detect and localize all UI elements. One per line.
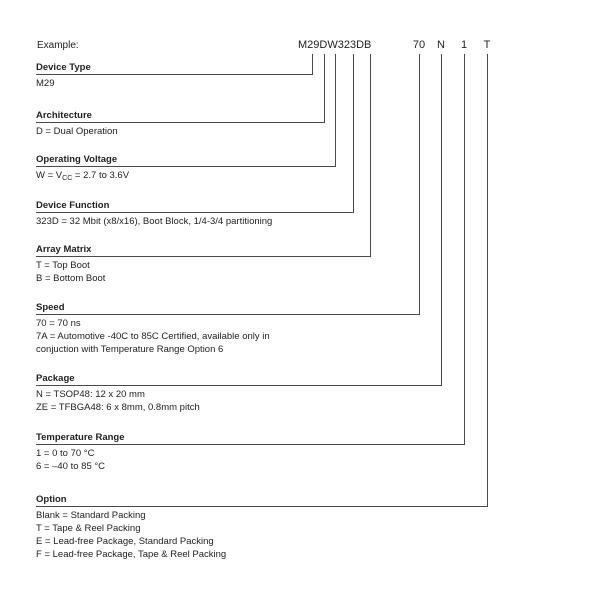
connector-line-array-matrix xyxy=(370,54,371,256)
section-rule-device-type xyxy=(36,74,313,75)
section-line xyxy=(36,169,129,185)
part-code-package: N xyxy=(437,39,445,51)
section-title-temperature-range: Temperature Range xyxy=(36,432,125,443)
section-line: F = Lead-free Package, Tape & Reel Packing xyxy=(36,549,227,560)
connector-line-device-type xyxy=(312,54,313,74)
section-line: conjuction with Temperature Range Option 6 xyxy=(36,344,224,355)
section-line: N = TSOP48: 12 x 20 mm xyxy=(36,389,145,400)
connector-line-temperature-range xyxy=(464,54,465,444)
section-title-device-function: Device Function xyxy=(36,200,110,211)
section-line: 70 = 70 ns xyxy=(36,318,81,329)
section-line: B = Bottom Boot xyxy=(36,273,106,284)
section-title-architecture: Architecture xyxy=(36,110,92,121)
section-title-operating-voltage: Operating Voltage xyxy=(36,154,118,165)
part-code-option: T xyxy=(483,39,491,51)
section-rule-option xyxy=(36,506,488,507)
voltage-suffix: = 2.7 to 3.6V xyxy=(72,170,130,181)
section-rule-array-matrix xyxy=(36,256,371,257)
section-title-device-type: Device Type xyxy=(36,62,91,73)
section-line: 1 = 0 to 70 °C xyxy=(36,448,95,459)
section-line: E = Lead-free Package, Standard Packing xyxy=(36,536,214,547)
section-title-speed: Speed xyxy=(36,302,65,313)
connector-line-speed xyxy=(419,54,420,314)
part-code-base: M29DW323DB xyxy=(298,39,372,51)
connector-line-package xyxy=(441,54,442,385)
section-line: T = Top Boot xyxy=(36,260,90,271)
section-line: 7A = Automotive -40C to 85C Certified, available only in xyxy=(36,331,270,342)
voltage-subscript: CC xyxy=(62,175,73,182)
section-line: Blank = Standard Packing xyxy=(36,510,146,521)
part-code-temperature: 1 xyxy=(460,39,468,51)
section-line: M29 xyxy=(36,78,55,89)
section-title-option: Option xyxy=(36,494,67,505)
section-rule-package xyxy=(36,385,442,386)
connector-line-device-function xyxy=(353,54,354,212)
section-line: ZE = TFBGA48: 6 x 8mm, 0.8mm pitch xyxy=(36,402,200,413)
section-rule-device-function xyxy=(36,212,354,213)
section-rule-architecture xyxy=(36,122,325,123)
section-rule-temperature-range xyxy=(36,444,465,445)
section-line: T = Tape & Reel Packing xyxy=(36,523,141,534)
voltage-prefix: W = V xyxy=(36,170,63,181)
section-line: 6 = –40 to 85 °C xyxy=(36,461,106,472)
section-rule-speed xyxy=(36,314,420,315)
connector-line-option xyxy=(487,54,488,506)
part-code-speed: 70 xyxy=(412,39,426,51)
section-title-package: Package xyxy=(36,373,75,384)
section-line: D = Dual Operation xyxy=(36,126,118,137)
section-line: 323D = 32 Mbit (x8/x16), Boot Block, 1/4-3/4 partitioning xyxy=(36,216,273,227)
section-rule-operating-voltage xyxy=(36,166,336,167)
example-label: Example: xyxy=(37,40,79,51)
connector-line-architecture xyxy=(324,54,325,122)
section-title-array-matrix: Array Matrix xyxy=(36,244,92,255)
connector-line-operating-voltage xyxy=(335,54,336,166)
